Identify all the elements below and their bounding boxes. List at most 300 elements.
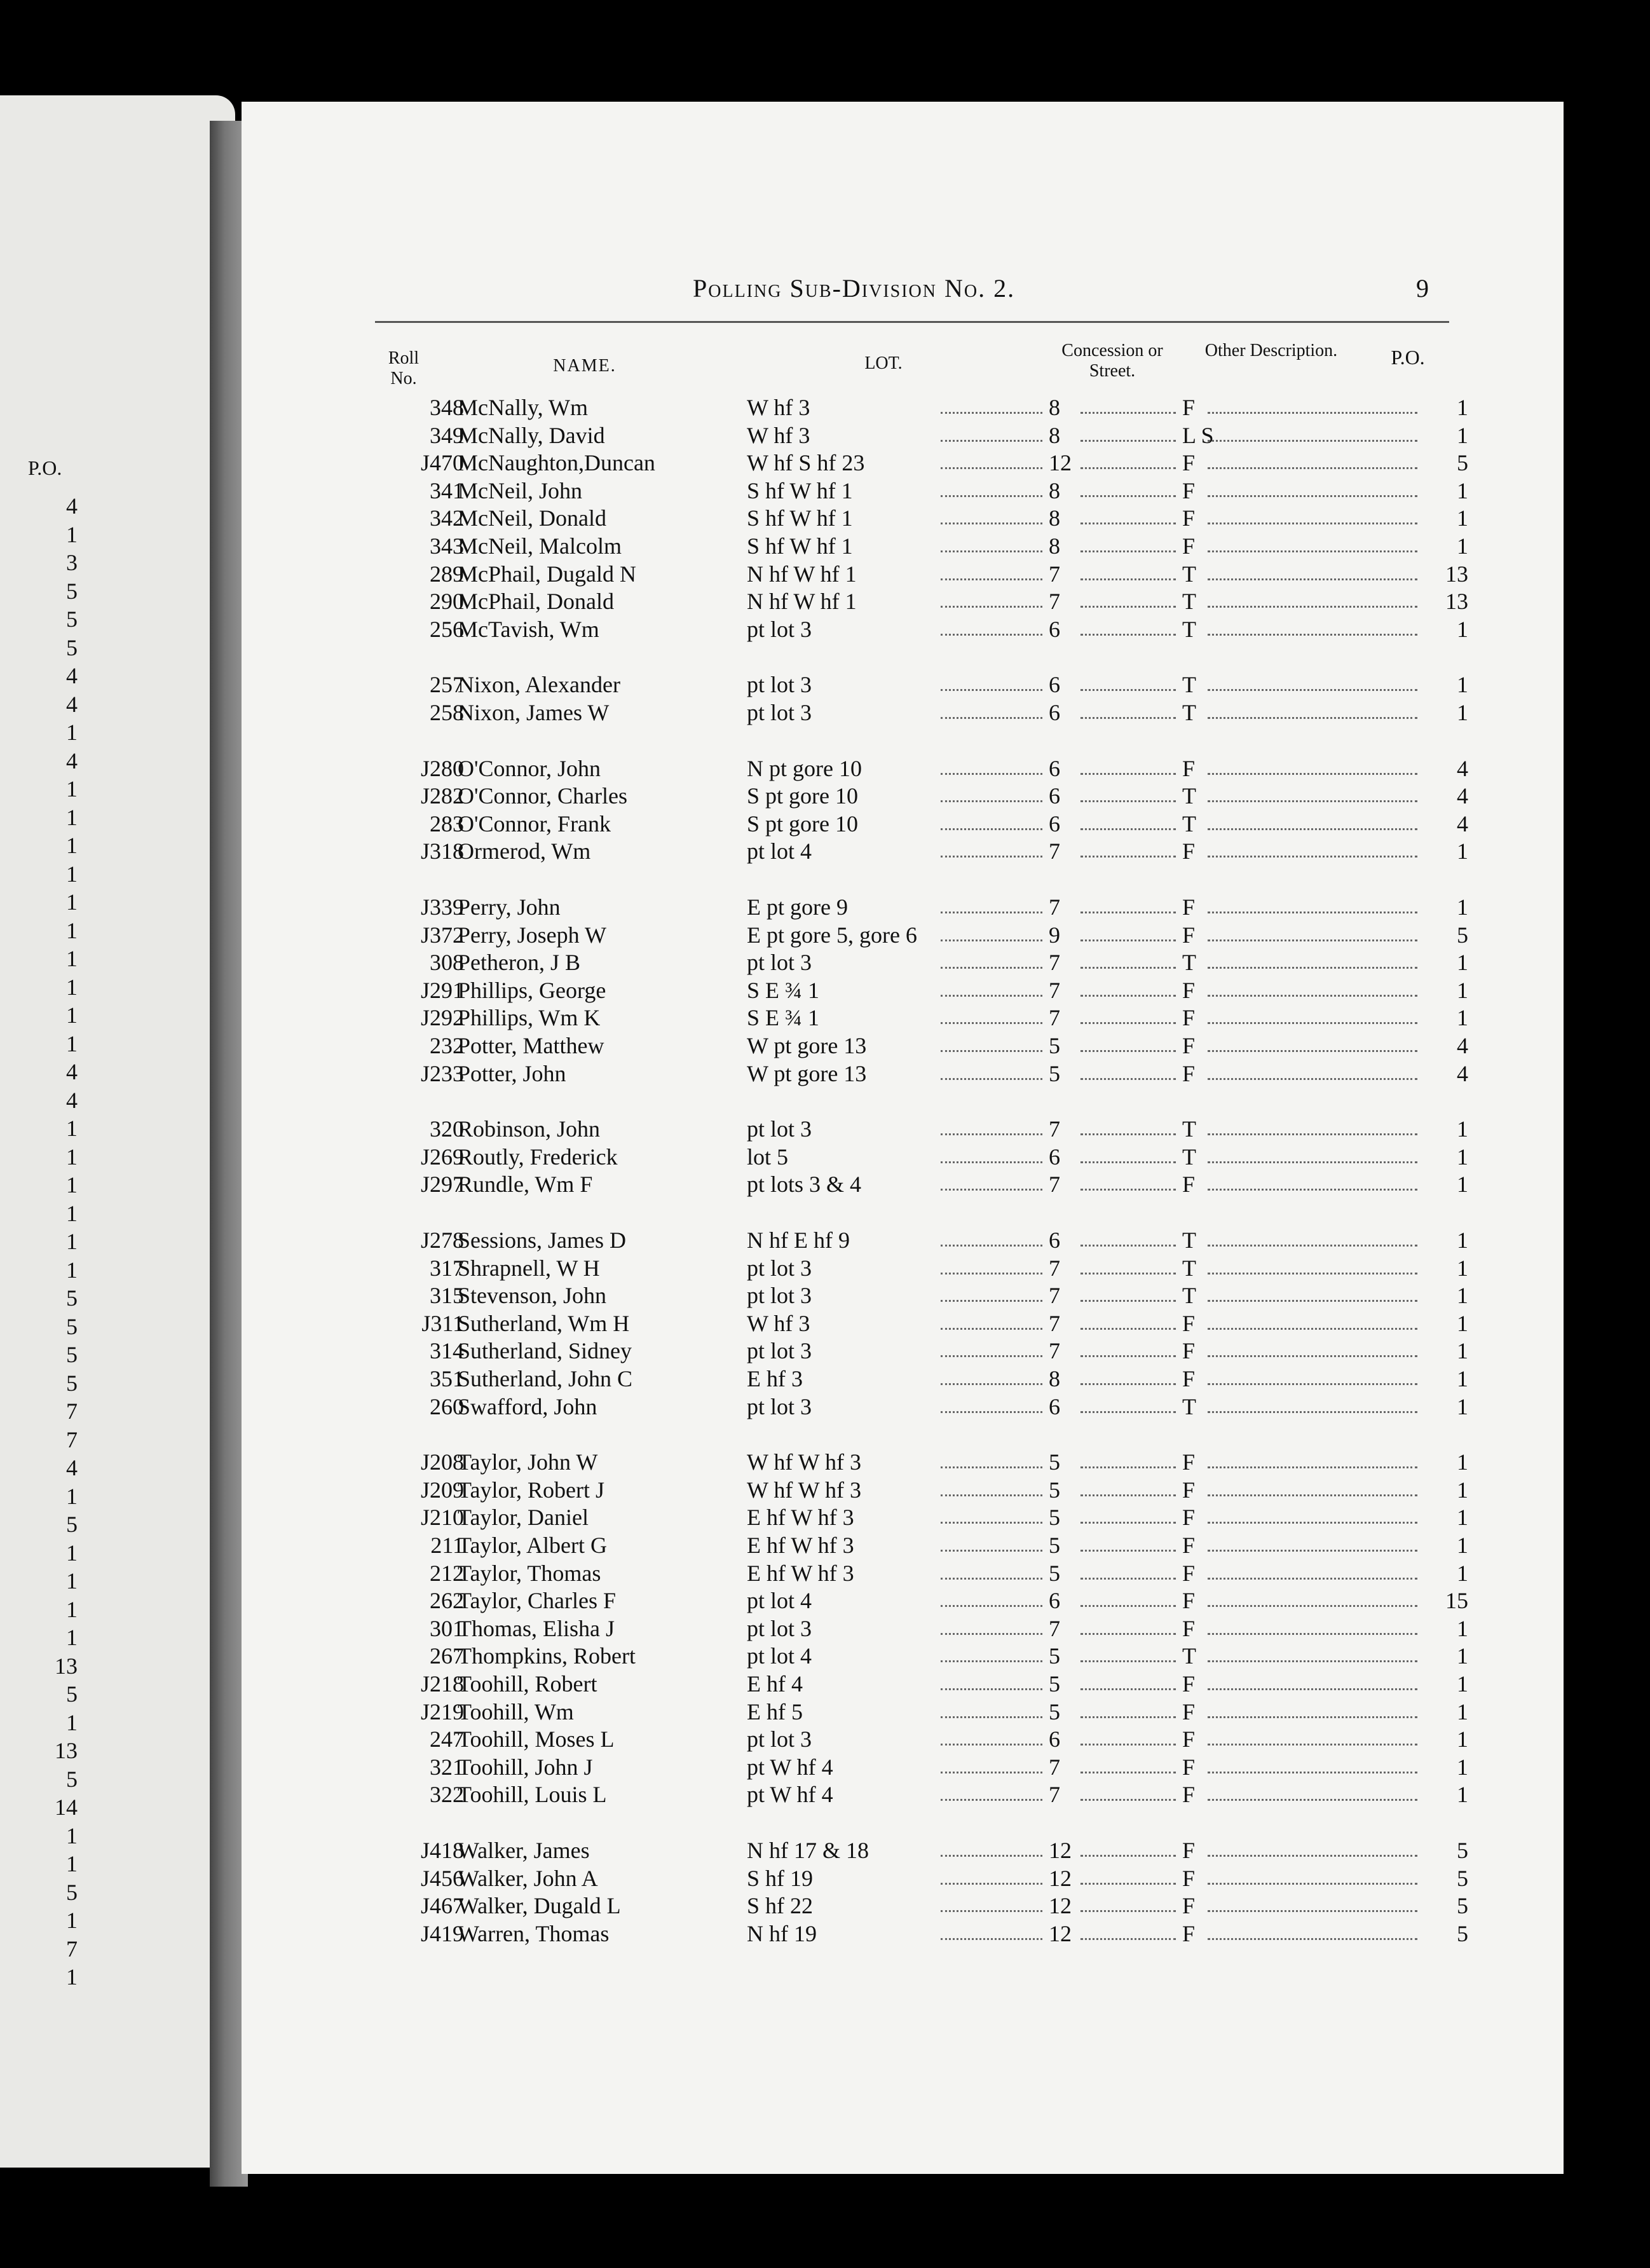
leader-dots [1081, 1837, 1176, 1857]
lot-description: pt lot 3 [747, 672, 812, 698]
table-row [0, 1781, 1525, 1808]
concession: 7 [1049, 1116, 1060, 1142]
leader-dots [941, 671, 1042, 691]
leader-dots [1081, 1449, 1176, 1468]
roll-number: 349 [430, 422, 464, 448]
post-office: 1 [1457, 1255, 1468, 1281]
leader-dots [941, 533, 1042, 552]
voter-name: Thompkins, Robert [458, 1643, 636, 1669]
leader-dots [941, 1365, 1042, 1385]
post-office: 1 [1457, 838, 1468, 864]
concession: 5 [1049, 1033, 1060, 1058]
lot-description: S E ¾ 1 [747, 1005, 820, 1031]
lot-description: W hf W hf 3 [747, 1477, 861, 1503]
leader-dots [941, 1837, 1042, 1857]
concession: 6 [1049, 1144, 1060, 1170]
left-po-number: 5 [66, 578, 78, 604]
lot-description: S pt gore 10 [747, 783, 858, 809]
leader-dots [941, 1337, 1042, 1357]
other-description: F [1182, 1671, 1196, 1697]
voter-name: Sutherland, Wm H [458, 1310, 630, 1336]
other-description: F [1182, 533, 1196, 559]
left-po-number: 14 [55, 1794, 78, 1820]
leader-dots [1208, 422, 1417, 442]
leader-dots [1081, 1365, 1176, 1385]
leader-dots [941, 449, 1042, 469]
voter-name: McNeil, Malcolm [458, 533, 622, 559]
left-po-number: 13 [55, 1653, 78, 1679]
voter-name: Potter, Matthew [458, 1033, 604, 1058]
other-description: F [1182, 1449, 1196, 1475]
leader-dots [1208, 449, 1417, 469]
left-po-number: 5 [66, 1342, 78, 1367]
leader-dots [1081, 922, 1176, 941]
leader-dots [941, 810, 1042, 830]
roll-number: 289 [430, 561, 464, 587]
lot-description: pt lot 3 [747, 1726, 812, 1752]
left-po-number: 4 [66, 691, 78, 717]
lot-description: W hf S hf 23 [747, 450, 865, 476]
leader-dots [1081, 1116, 1176, 1135]
table-row [0, 949, 1525, 976]
roll-number: 342 [430, 505, 464, 531]
table-row [0, 1144, 1525, 1170]
leader-dots [1208, 1227, 1417, 1247]
roll-number: J311 [421, 1310, 464, 1336]
leader-dots [1081, 1726, 1176, 1745]
roll-number: J467 [420, 1893, 464, 1919]
leader-dots [1208, 1754, 1417, 1773]
lot-description: N hf E hf 9 [747, 1227, 850, 1253]
other-description: T [1182, 1255, 1196, 1281]
table-row [0, 588, 1525, 615]
other-description: T [1182, 561, 1196, 587]
leader-dots [1208, 977, 1417, 997]
concession: 5 [1049, 1671, 1060, 1697]
lot-description: pt lot 4 [747, 1643, 812, 1669]
leader-dots [1081, 1393, 1176, 1413]
leader-dots [941, 1865, 1042, 1885]
leader-dots [1081, 782, 1176, 802]
post-office: 1 [1457, 977, 1468, 1003]
leader-dots [941, 1004, 1042, 1024]
lot-description: pt lot 3 [747, 1338, 812, 1364]
other-description: T [1182, 616, 1196, 642]
table-row [0, 1337, 1525, 1364]
leader-dots [1081, 505, 1176, 524]
post-office: 1 [1457, 1310, 1468, 1336]
leader-dots [941, 1255, 1042, 1274]
voter-name: Petheron, J B [458, 950, 580, 976]
post-office: 5 [1457, 1838, 1468, 1863]
voter-name: Walker, John A [458, 1865, 598, 1891]
table-row [0, 1227, 1525, 1254]
roll-number: 267 [430, 1643, 464, 1669]
roll-number: J233 [420, 1060, 464, 1086]
leader-dots [1208, 1920, 1417, 1940]
leader-dots [1208, 616, 1417, 636]
left-po-number: 1 [66, 889, 78, 915]
concession: 5 [1049, 1449, 1060, 1475]
table-row [0, 1615, 1525, 1642]
other-description: F [1182, 1366, 1196, 1391]
table-row [0, 1310, 1525, 1337]
voter-name: McNaughton,Duncan [458, 450, 655, 476]
column-header-concession: Concession or Street. [1061, 341, 1163, 381]
leader-dots [1081, 449, 1176, 469]
roll-number: 258 [430, 700, 464, 725]
voter-name: Perry, Joseph W [458, 922, 606, 948]
leader-dots [1208, 1449, 1417, 1468]
leader-dots [941, 1920, 1042, 1940]
other-description: T [1182, 1283, 1196, 1309]
other-description: F [1182, 922, 1196, 948]
table-row [0, 977, 1525, 1004]
other-description: T [1182, 1144, 1196, 1170]
voter-name: Toohill, Wm [458, 1698, 574, 1725]
leader-dots [1208, 1560, 1417, 1580]
leader-dots [941, 1754, 1042, 1773]
lot-description: E hf 4 [747, 1671, 803, 1697]
other-description: F [1182, 1615, 1196, 1641]
concession: 8 [1049, 395, 1060, 420]
post-office: 1 [1457, 1477, 1468, 1503]
roll-number: J269 [420, 1144, 464, 1170]
leader-dots [1208, 1643, 1417, 1662]
leader-dots [941, 1504, 1042, 1524]
left-po-number: 1 [66, 776, 78, 802]
leader-dots [1208, 1698, 1417, 1718]
table-row [0, 561, 1525, 587]
lot-description: W hf 3 [747, 1310, 810, 1336]
post-office: 1 [1457, 1393, 1468, 1419]
roll-number: 212 [430, 1560, 464, 1586]
left-po-number: 1 [66, 1540, 78, 1566]
header-rule [375, 321, 1449, 323]
lot-description: E hf 3 [747, 1366, 803, 1391]
table-row [0, 1560, 1525, 1587]
leader-dots [1081, 1643, 1176, 1662]
leader-dots [941, 1393, 1042, 1413]
roll-number: J218 [420, 1671, 464, 1697]
leader-dots [1208, 755, 1417, 775]
left-po-number: 5 [66, 1879, 78, 1905]
leader-dots [1208, 949, 1417, 969]
left-po-number: 1 [66, 1908, 78, 1933]
concession: 12 [1049, 1838, 1072, 1863]
page-number: 9 [1416, 274, 1429, 303]
concession: 7 [1049, 1782, 1060, 1808]
roll-number: 308 [430, 950, 464, 976]
leader-dots [1208, 1892, 1417, 1912]
post-office: 13 [1445, 589, 1468, 615]
voter-name: Taylor, Thomas [458, 1560, 601, 1586]
roll-number: 290 [430, 589, 464, 615]
leader-dots [1208, 394, 1417, 414]
lot-description: pt lot 3 [747, 1615, 812, 1641]
left-po-number: 3 [66, 550, 78, 575]
post-office: 1 [1457, 700, 1468, 725]
left-po-number: 1 [66, 1483, 78, 1509]
leader-dots [1208, 1393, 1417, 1413]
roll-number: J456 [420, 1865, 464, 1891]
leader-dots [1208, 1255, 1417, 1274]
leader-dots [941, 477, 1042, 497]
leader-dots [941, 616, 1042, 636]
post-office: 1 [1457, 1449, 1468, 1475]
table-row [0, 1504, 1525, 1531]
voter-name: McNally, David [458, 422, 605, 448]
leader-dots [941, 755, 1042, 775]
concession: 7 [1049, 1338, 1060, 1364]
voter-name: Taylor, Daniel [458, 1505, 589, 1531]
roll-number: 322 [430, 1782, 464, 1808]
leader-dots [941, 1060, 1042, 1080]
roll-number: 260 [430, 1393, 464, 1419]
leader-dots [1208, 1615, 1417, 1635]
leader-dots [1208, 588, 1417, 608]
voter-name: Taylor, Charles F [458, 1588, 616, 1614]
left-po-number: 5 [66, 1370, 78, 1396]
other-description: T [1182, 589, 1196, 615]
left-po-number: 4 [66, 663, 78, 688]
concession: 6 [1049, 1588, 1060, 1614]
left-po-number: 5 [66, 634, 78, 660]
other-description: L S [1182, 422, 1214, 448]
left-po-number: 1 [66, 1851, 78, 1876]
left-po-number: 1 [66, 1625, 78, 1650]
concession: 7 [1049, 977, 1060, 1003]
leader-dots [1208, 1726, 1417, 1745]
leader-dots [1081, 1255, 1176, 1274]
left-po-number: 1 [66, 974, 78, 1000]
lot-description: N pt gore 10 [747, 755, 862, 781]
post-office: 1 [1457, 1615, 1468, 1641]
leader-dots [1081, 699, 1176, 719]
other-description: T [1182, 950, 1196, 976]
other-description: F [1182, 477, 1196, 503]
table-row [0, 1865, 1525, 1892]
concession: 6 [1049, 783, 1060, 809]
leader-dots [1081, 894, 1176, 913]
leader-dots [1081, 977, 1176, 997]
lot-description: pt lot 3 [747, 1255, 812, 1281]
table-row [0, 1698, 1525, 1725]
leader-dots [1208, 1532, 1417, 1552]
voter-name: Rundle, Wm F [458, 1172, 593, 1198]
voter-name: Walker, Dugald L [458, 1893, 621, 1919]
lot-description: pt lot 3 [747, 700, 812, 725]
leader-dots [1081, 671, 1176, 691]
leader-dots [1208, 922, 1417, 941]
leader-dots [1081, 394, 1176, 414]
roll-number: J292 [420, 1005, 464, 1031]
leader-dots [1081, 1282, 1176, 1302]
roll-number: J208 [420, 1449, 464, 1475]
leader-dots [941, 588, 1042, 608]
post-office: 1 [1457, 505, 1468, 531]
left-po-number: 1 [66, 1030, 78, 1056]
left-po-number: 1 [66, 1002, 78, 1028]
other-description: F [1182, 1505, 1196, 1531]
lot-description: E hf 5 [747, 1698, 803, 1725]
table-row [0, 1116, 1525, 1142]
other-description: F [1182, 1588, 1196, 1614]
leader-dots [1081, 1560, 1176, 1580]
table-row [0, 533, 1525, 559]
voter-name: Nixon, James W [458, 700, 610, 725]
roll-number: 232 [430, 1033, 464, 1058]
leader-dots [941, 1116, 1042, 1135]
concession: 7 [1049, 1255, 1060, 1281]
column-header-lot: LOT. [864, 353, 903, 373]
other-description: F [1182, 1865, 1196, 1891]
post-office: 1 [1457, 1116, 1468, 1142]
lot-description: pt W hf 4 [747, 1782, 833, 1808]
other-description: F [1182, 505, 1196, 531]
roll-number: J470 [420, 450, 464, 476]
table-row [0, 894, 1525, 920]
leader-dots [941, 505, 1042, 524]
leader-dots [1081, 1698, 1176, 1718]
post-office: 1 [1457, 672, 1468, 698]
left-po-number: 5 [66, 606, 78, 632]
leader-dots [1208, 1032, 1417, 1052]
lot-description: S E ¾ 1 [747, 977, 820, 1003]
left-po-number: 7 [66, 1936, 78, 1962]
concession: 5 [1049, 1477, 1060, 1503]
left-po-number: 1 [66, 1257, 78, 1283]
concession: 7 [1049, 1172, 1060, 1198]
left-po-number: 5 [66, 1313, 78, 1339]
table-row [0, 616, 1525, 643]
concession: 5 [1049, 1060, 1060, 1086]
concession: 7 [1049, 1754, 1060, 1780]
leader-dots [1081, 1781, 1176, 1801]
voter-name: Walker, James [458, 1838, 590, 1863]
leader-dots [1208, 477, 1417, 497]
voter-name: McNeil, John [458, 477, 582, 503]
other-description: T [1182, 1393, 1196, 1419]
leader-dots [1081, 1615, 1176, 1635]
page-header-title: Polling Sub-Division No. 2. [693, 274, 1016, 303]
table-row [0, 755, 1525, 782]
post-office: 4 [1457, 783, 1468, 809]
voter-name: O'Connor, John [458, 755, 601, 781]
leader-dots [1081, 1060, 1176, 1080]
leader-dots [1081, 810, 1176, 830]
post-office: 1 [1457, 1560, 1468, 1586]
lot-description: pt lot 3 [747, 950, 812, 976]
concession: 7 [1049, 561, 1060, 587]
post-office: 1 [1457, 1533, 1468, 1558]
column-header-roll: Roll No. [388, 348, 419, 388]
post-office: 4 [1457, 1033, 1468, 1058]
leader-dots [1081, 1171, 1176, 1191]
leader-dots [1208, 1310, 1417, 1330]
voter-name: Nixon, Alexander [458, 672, 620, 698]
left-po-number: 1 [66, 1172, 78, 1198]
voter-name: McPhail, Donald [458, 589, 614, 615]
left-po-number: 5 [66, 1512, 78, 1537]
roll-number: 211 [430, 1533, 464, 1558]
lot-description: S hf 19 [747, 1865, 814, 1891]
voter-name: Warren, Thomas [458, 1920, 610, 1946]
left-po-number: 4 [66, 493, 78, 519]
leader-dots [941, 1282, 1042, 1302]
table-row [0, 1171, 1525, 1198]
leader-dots [1208, 1116, 1417, 1135]
other-description: T [1182, 1643, 1196, 1669]
post-office: 1 [1457, 1671, 1468, 1697]
left-po-number: 7 [66, 1398, 78, 1424]
leader-dots [1208, 1060, 1417, 1080]
concession: 6 [1049, 755, 1060, 781]
leader-dots [1081, 838, 1176, 857]
other-description: F [1182, 1310, 1196, 1336]
post-office: 1 [1457, 950, 1468, 976]
table-row [0, 1754, 1525, 1780]
table-row [0, 422, 1525, 449]
lot-description: N hf 17 & 18 [747, 1838, 869, 1863]
lot-description: pt lots 3 & 4 [747, 1172, 862, 1198]
voter-name: Taylor, Robert J [458, 1477, 604, 1503]
other-description: F [1182, 1698, 1196, 1725]
post-office: 4 [1457, 1060, 1468, 1086]
roll-number: J339 [420, 894, 464, 920]
table-row [0, 1365, 1525, 1392]
table-row [0, 394, 1525, 421]
leader-dots [1081, 616, 1176, 636]
leader-dots [941, 1560, 1042, 1580]
other-description: F [1182, 838, 1196, 864]
leader-dots [941, 1781, 1042, 1801]
leader-dots [941, 894, 1042, 913]
lot-description: W pt gore 13 [747, 1060, 867, 1086]
roll-number: J219 [420, 1698, 464, 1725]
voter-name: McPhail, Dugald N [458, 561, 636, 587]
table-row [0, 1837, 1525, 1864]
leader-dots [1208, 1865, 1417, 1885]
post-office: 1 [1457, 422, 1468, 448]
table-row [0, 1726, 1525, 1752]
lot-description: N hf 19 [747, 1920, 817, 1946]
leader-dots [1208, 782, 1417, 802]
post-office: 1 [1457, 477, 1468, 503]
other-description: F [1182, 1172, 1196, 1198]
table-row [0, 838, 1525, 864]
leader-dots [1081, 755, 1176, 775]
voter-name: McNeil, Donald [458, 505, 606, 531]
other-description: F [1182, 1477, 1196, 1503]
table-row [0, 699, 1525, 726]
leader-dots [941, 838, 1042, 857]
concession: 6 [1049, 672, 1060, 698]
table-row [0, 1477, 1525, 1503]
other-description: T [1182, 1227, 1196, 1253]
leader-dots [941, 1532, 1042, 1552]
lot-description: pt lot 4 [747, 838, 812, 864]
concession: 7 [1049, 838, 1060, 864]
leader-dots [1081, 422, 1176, 442]
roll-number: 301 [430, 1615, 464, 1641]
leader-dots [941, 949, 1042, 969]
voter-name: Sutherland, John C [458, 1366, 632, 1391]
post-office: 1 [1457, 1754, 1468, 1780]
leader-dots [1208, 505, 1417, 524]
lot-description: S pt gore 10 [747, 810, 858, 837]
leader-dots [1208, 1477, 1417, 1496]
